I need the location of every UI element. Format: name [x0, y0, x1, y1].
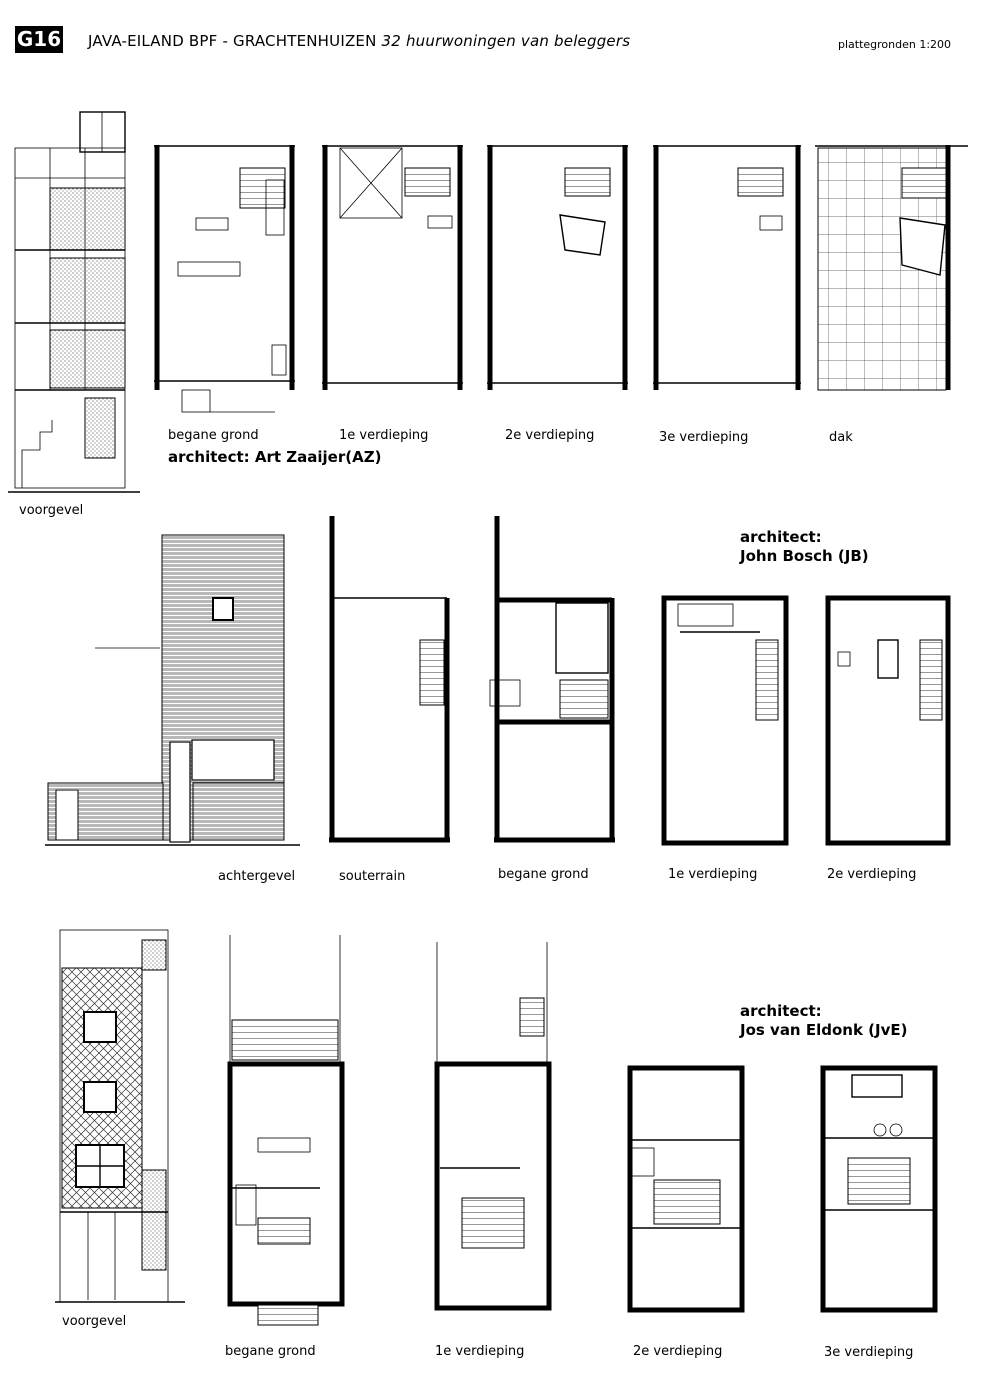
jve-caption-begane-grond: begane grond [225, 1344, 316, 1359]
az-architect-label: architect: Art Zaaijer(AZ) [168, 448, 382, 466]
az-begane-grond-plan [154, 145, 295, 412]
az-caption-1e-verdieping: 1e verdieping [339, 428, 429, 443]
az-1e-verdieping-plan [322, 145, 463, 390]
jve-voorgevel-caption: voorgevel [62, 1314, 127, 1329]
jve-architect-name: Jos van Eldonk (JvE) [740, 1021, 908, 1039]
jb-begane-grond-plan [490, 516, 615, 842]
az-caption-begane-grond: begane grond [168, 428, 259, 443]
jb-caption-2e-verdieping: 2e verdieping [827, 867, 917, 882]
scale-label: plattegronden 1:200 [838, 38, 952, 51]
jb-architect-name: John Bosch (JB) [740, 547, 869, 565]
jve-begane-grond-plan [230, 935, 342, 1325]
jb-2e-verdieping-plan [828, 598, 948, 843]
az-2e-verdieping-plan [487, 145, 628, 390]
az-dak-plan [815, 145, 968, 390]
jb-1e-verdieping-plan [664, 598, 786, 843]
title-main: JAVA-EILAND BPF - GRACHTENHUIZEN [88, 32, 382, 50]
jb-souterrain-plan [329, 516, 450, 842]
jb-caption-souterrain: souterrain [339, 869, 406, 884]
az-voorgevel-caption: voorgevel [19, 503, 84, 518]
az-3e-verdieping-plan [653, 145, 801, 390]
jve-3e-verdieping-plan [823, 1068, 935, 1310]
jve-voorgevel-drawing [55, 930, 185, 1302]
jb-architect-label: architect: [740, 528, 822, 546]
az-caption-3e-verdieping: 3e verdieping [659, 430, 749, 445]
az-caption-dak: dak [829, 430, 853, 445]
jve-caption-1e-verdieping: 1e verdieping [435, 1344, 525, 1359]
sheet-badge: G16 [16, 27, 62, 51]
jb-caption-begane-grond: begane grond [498, 867, 589, 882]
jb-caption-achtergevel: achtergevel [218, 869, 296, 884]
jve-2e-verdieping-plan [630, 1068, 742, 1310]
jve-caption-2e-verdieping: 2e verdieping [633, 1344, 723, 1359]
jve-architect-label: architect: [740, 1002, 822, 1020]
title-subtitle: 32 huurwoningen van beleggers [381, 32, 631, 50]
az-voorgevel-drawing [8, 112, 140, 492]
az-caption-2e-verdieping: 2e verdieping [505, 428, 595, 443]
jb-achtergevel-drawing [45, 535, 300, 845]
jve-caption-3e-verdieping: 3e verdieping [824, 1345, 914, 1360]
jb-caption-1e-verdieping: 1e verdieping [668, 867, 758, 882]
jve-1e-verdieping-plan [437, 942, 549, 1308]
